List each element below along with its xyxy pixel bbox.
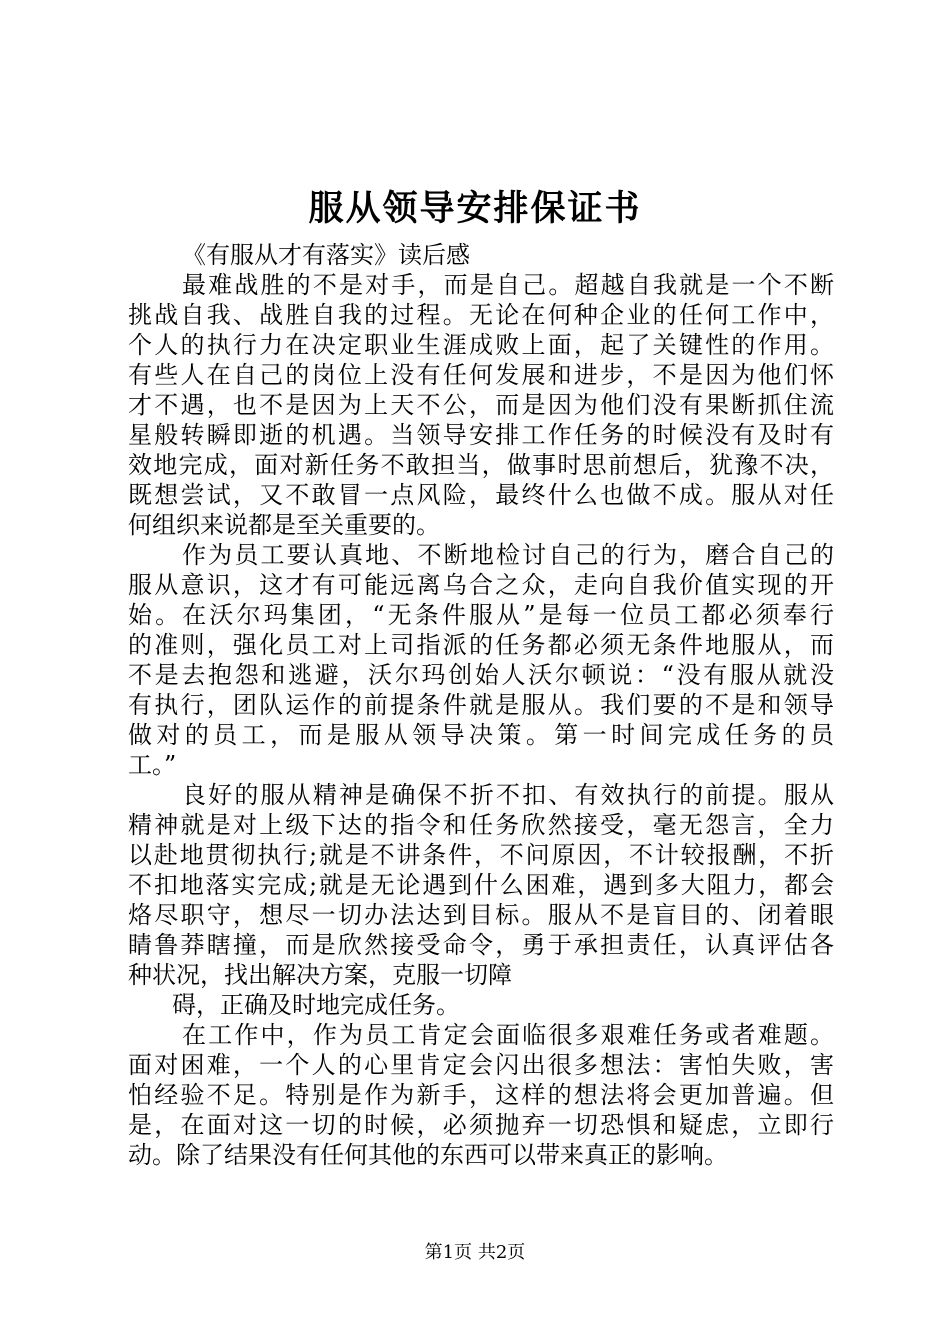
text-line: 既想尝试，又不敢冒一点风险，最终什么也做不成。服从对任 <box>128 481 834 509</box>
text-line: 有执行，团队运作的前提条件就是服从。我们要的不是和领导 <box>128 691 834 719</box>
text-line: 烙尽职守，想尽一切办法达到目标。服从不是盲目的、闭着眼 <box>128 901 834 929</box>
text-line: 在工作中，作为员工肯定会面临很多艰难任务或者难题。 <box>182 1021 834 1049</box>
text-line: 个人的执行力在决定职业生涯成败上面，起了关键性的作用。 <box>128 331 834 359</box>
text-line: 最难战胜的不是对手，而是自己。超越自我就是一个不断 <box>182 271 834 299</box>
document-title: 服从领导安排保证书 <box>308 188 642 229</box>
text-line: 良好的服从精神是确保不折不扣、有效执行的前提。服从 <box>182 781 834 809</box>
document-body <box>128 240 834 1170</box>
text-line: 作为员工要认真地、不断地检讨自己的行为，磨合自己的 <box>182 541 834 569</box>
text-line: 的准则，强化员工对上司指派的任务都必须无条件地服从，而 <box>128 631 834 659</box>
text-line: 面对困难，一个人的心里肯定会闪出很多想法：害怕失败，害 <box>128 1051 834 1079</box>
text-line: 怕经验不足。特别是作为新手，这样的想法将会更加普遍。但 <box>128 1081 834 1109</box>
text-line: 才不遇，也不是因为上天不公，而是因为他们没有果断抓住流 <box>128 391 834 419</box>
text-line: 精神就是对上级下达的指令和任务欣然接受，毫无怨言，全力 <box>128 811 834 839</box>
text-line: 工。” <box>128 751 177 779</box>
text-line: 有些人在自己的岗位上没有任何发展和进步，不是因为他们怀 <box>128 361 834 389</box>
text-line: 挑战自我、战胜自我的过程。无论在何种企业的任何工作中， <box>128 301 834 329</box>
text-line: 效地完成，面对新任务不敢担当，做事时思前想后，犹豫不决， <box>128 451 834 479</box>
text-line: 服从意识，这才有可能远离乌合之众，走向自我价值实现的开 <box>128 571 834 599</box>
subtitle-line: 《有服从才有落实》读后感 <box>182 241 470 269</box>
text-line: 是，在面对这一切的时候，必须抛弃一切恐惧和疑虑，立即行 <box>128 1111 834 1139</box>
text-line: 做对的员工，而是服从领导决策。第一时间完成任务的员 <box>128 721 834 749</box>
text-line: 睛鲁莽瞎撞，而是欣然接受命令，勇于承担责任，认真评估各 <box>128 931 834 959</box>
page-number-footer: 第1页 共2页 <box>424 1242 526 1263</box>
text-line: 以赴地贯彻执行;就是不讲条件，不问原因，不计较报酬，不折 <box>128 841 834 869</box>
text-line: 何组织来说都是至关重要的。 <box>128 511 440 539</box>
text-line: 不扣地落实完成;就是无论遇到什么困难，遇到多大阻力，都会 <box>128 871 834 899</box>
text-line: 动。除了结果没有任何其他的东西可以带来真正的影响。 <box>128 1141 728 1169</box>
text-line: 不是去抱怨和逃避，沃尔玛创始人沃尔顿说：“没有服从就没 <box>128 661 834 689</box>
text-line: 种状况，找出解决方案，克服一切障 <box>128 961 512 989</box>
text-line: 碍，正确及时地完成任务。 <box>172 991 460 1019</box>
text-line: 星般转瞬即逝的机遇。当领导安排工作任务的时候没有及时有 <box>128 421 834 449</box>
text-line: 始。在沃尔玛集团，“无条件服从”是每一位员工都必须奉行 <box>128 601 834 629</box>
